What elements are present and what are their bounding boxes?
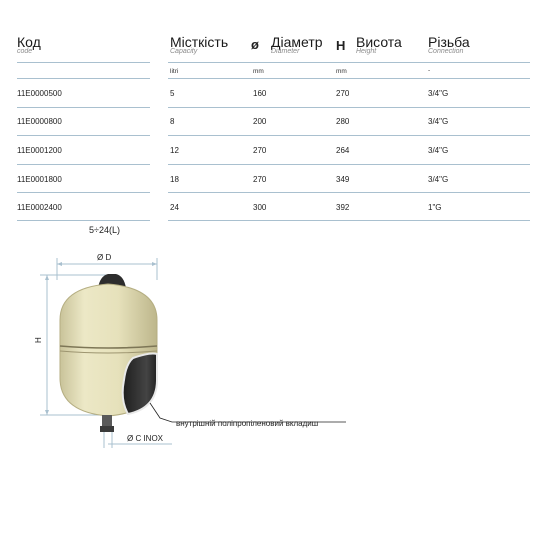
- cell-thread: 3/4"G: [428, 89, 449, 98]
- cell-capacity: 5: [170, 89, 175, 98]
- cell-capacity: 8: [170, 117, 175, 126]
- header-thread: [428, 34, 470, 55]
- cell-capacity: 18: [170, 175, 179, 184]
- header-capacity-sub: Capacity: [170, 48, 198, 55]
- diameter-symbol: ø: [251, 37, 259, 52]
- row-divider-left: [17, 135, 150, 136]
- units-divider-right: [168, 78, 530, 79]
- row-divider-left: [17, 164, 150, 165]
- unit-capacity: litri: [170, 68, 179, 75]
- header-height-title: Висота: [356, 34, 402, 50]
- dim-d-label: Ø D: [97, 253, 112, 262]
- header-height: [356, 34, 402, 55]
- dim-c-label: Ø C INOX: [127, 434, 164, 443]
- cell-diameter: 160: [253, 89, 267, 98]
- header-code-sub: code: [17, 48, 33, 55]
- dim-h-label: H: [34, 337, 43, 343]
- unit-thread: -: [428, 67, 431, 74]
- dim-h-arrow-top: [45, 275, 49, 280]
- cell-capacity: 12: [170, 146, 179, 155]
- row-divider-right: [168, 220, 530, 221]
- cell-thread: 3/4"G: [428, 175, 449, 184]
- cell-diameter: 270: [253, 146, 267, 155]
- header-code-title: Код: [17, 34, 41, 50]
- height-symbol: H: [336, 38, 346, 53]
- header-diameter-title: Діаметр: [271, 34, 323, 50]
- header-diameter: [271, 34, 323, 55]
- cell-code: 11E0000500: [17, 89, 62, 98]
- cell-thread: 1"G: [428, 203, 442, 212]
- cell-height: 270: [336, 89, 350, 98]
- cell-height: 280: [336, 117, 350, 126]
- row-divider-right: [168, 107, 530, 108]
- cell-code: 11E0000800: [17, 117, 62, 126]
- header-thread-title: Різьба: [428, 34, 470, 50]
- row-divider-right: [168, 164, 530, 165]
- cell-diameter: 200: [253, 117, 267, 126]
- cell-height: 392: [336, 203, 350, 212]
- tank-bottom-nut: [100, 426, 114, 432]
- header-height-sub: Height: [356, 48, 377, 55]
- header-thread-sub: Connection: [428, 48, 464, 55]
- row-divider-left: [17, 192, 150, 193]
- cell-diameter: 270: [253, 175, 267, 184]
- header-capacity: [170, 34, 228, 55]
- cell-capacity: 24: [170, 203, 179, 212]
- cell-code: 11E0001200: [17, 146, 62, 155]
- header-code: [17, 34, 41, 55]
- unit-height: mm: [336, 68, 347, 75]
- cell-thread: 3/4"G: [428, 146, 449, 155]
- cell-code: 11E0001800: [17, 175, 62, 184]
- cell-code: 11E0002400: [17, 203, 62, 212]
- unit-diameter: mm: [253, 68, 264, 75]
- diagram-caption: 5÷24(L): [89, 225, 120, 235]
- header-divider-right: [168, 62, 530, 63]
- row-divider-left: [17, 107, 150, 108]
- header-diameter-sub: Diameter: [271, 48, 300, 55]
- dim-h-arrow-bottom: [45, 410, 49, 415]
- header-divider-left: [17, 62, 150, 63]
- header-capacity-title: Місткість: [170, 34, 229, 50]
- units-divider-left: [17, 78, 150, 79]
- row-divider-left: [17, 220, 150, 221]
- inner-liner-label: внутрішній поліпропіленовий вкладиш: [176, 419, 319, 428]
- dim-d-arrow-right: [152, 262, 157, 266]
- dim-d-arrow-left: [57, 262, 62, 266]
- cell-height: 264: [336, 146, 350, 155]
- cell-thread: 3/4"G: [428, 117, 449, 126]
- row-divider-right: [168, 192, 530, 193]
- row-divider-right: [168, 135, 530, 136]
- cell-diameter: 300: [253, 203, 267, 212]
- cell-height: 349: [336, 175, 350, 184]
